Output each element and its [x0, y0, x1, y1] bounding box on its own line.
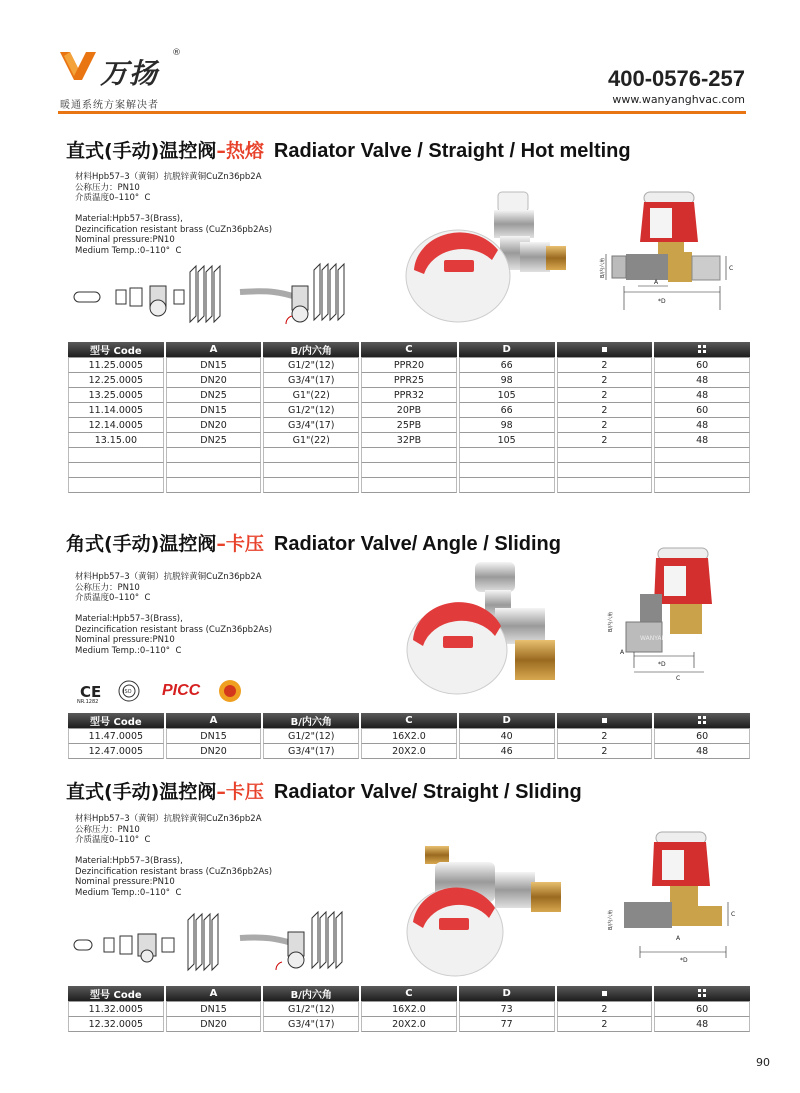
table-cell: 60: [654, 1001, 750, 1017]
table-cell: [557, 478, 653, 493]
table-cell: 20X2.0: [361, 1017, 457, 1032]
angle-valve-product-icon: [405, 560, 575, 700]
table-cell: G3/4"(17): [263, 373, 359, 388]
table-cell: 66: [459, 357, 555, 373]
table-cell: 11.47.0005: [68, 728, 164, 744]
table-cell: [557, 463, 653, 478]
table-row: [68, 388, 750, 403]
table-cell: 2: [557, 388, 653, 403]
section-title-cn: 直式(手动)温控阀: [66, 140, 217, 162]
table-cell: 60: [654, 357, 750, 373]
section-title-en: Radiator Valve/ Straight / Sliding: [273, 781, 582, 803]
table-cell: [166, 448, 262, 463]
website-link[interactable]: www.wanyanghvac.com: [612, 93, 745, 106]
table-cell: 12.14.0005: [68, 418, 164, 433]
dim-label-b: B/内六角: [608, 909, 614, 930]
col-header-b: B/内六角: [263, 986, 359, 1001]
dim-label-c: C: [729, 265, 734, 272]
table-cell: 105: [459, 433, 555, 448]
table-header-row: [68, 986, 750, 1001]
table-cell: [361, 478, 457, 493]
table-cell: 46: [459, 744, 555, 759]
table-cell: DN15: [166, 728, 262, 744]
dim-label-a: A: [620, 649, 625, 656]
table-cell: 16X2.0: [361, 1001, 457, 1017]
table-row: [68, 1001, 750, 1017]
col-header-code: 型号 Code: [68, 986, 164, 1001]
dim-label-c: C: [676, 675, 681, 682]
table-cell: 2: [557, 1017, 653, 1032]
table-cell: 25PB: [361, 418, 457, 433]
col-header-pcs: [557, 713, 653, 728]
table-cell: 11.14.0005: [68, 403, 164, 418]
table-cell: 2: [557, 1001, 653, 1017]
table-cell: [166, 463, 262, 478]
table-cell: 13.15.00: [68, 433, 164, 448]
dimension-diagram-icon: [600, 828, 745, 963]
col-header-b: B/内六角: [263, 713, 359, 728]
table-cell: PPR32: [361, 388, 457, 403]
table-cell: 48: [654, 373, 750, 388]
square-icon: [602, 991, 607, 996]
spec-cn: 材料Hpb57–3（黄铜）抗脱锌黄铜CuZn36pb2A 公称压力：PN10 介质温度0–110° C: [75, 172, 262, 203]
phone-number: 400-0576-257: [607, 66, 745, 91]
table-cell: 48: [654, 744, 750, 759]
straight-valve-product-icon: [400, 180, 570, 330]
table-cell: 12.32.0005: [68, 1017, 164, 1032]
brand-name: 万扬: [100, 57, 159, 90]
brand-logo-icon: [58, 48, 98, 84]
col-header-c: C: [361, 986, 457, 1001]
table-cell: G1"(22): [263, 433, 359, 448]
dim-label-d: *D: [658, 298, 666, 305]
table-cell: 12.47.0005: [68, 744, 164, 759]
table-cell: [557, 448, 653, 463]
ce-mark: CE: [80, 683, 102, 701]
table-row: [68, 463, 750, 478]
table-cell: DN15: [166, 357, 262, 373]
dim-label-b: B/内六角: [608, 611, 614, 632]
table-row: [68, 433, 750, 448]
grid-icon: [698, 716, 706, 724]
section-title-method: –热熔: [216, 140, 264, 162]
table-cell: 98: [459, 373, 555, 388]
registered-mark: ®: [172, 48, 181, 58]
header-divider: [58, 111, 746, 114]
table-cell: G1"(22): [263, 388, 359, 403]
col-header-c: C: [361, 342, 457, 357]
table-cell: 2: [557, 357, 653, 373]
table-cell: 16X2.0: [361, 728, 457, 744]
col-header-code: 型号 Code: [68, 713, 164, 728]
table-cell: DN25: [166, 433, 262, 448]
spec-table-angle-sliding: [66, 713, 752, 759]
col-header-code: 型号 Code: [68, 342, 164, 357]
table-row: [68, 1017, 750, 1032]
section-title: [66, 529, 561, 556]
spec-en: Material:Hpb57–3(Brass), Dezincification resistant brass (CuZn36pb2As) Nominal pressure:PN10 Medium Temp.:0–110° C: [75, 856, 273, 898]
table-cell: PPR25: [361, 373, 457, 388]
table-cell: 2: [557, 418, 653, 433]
col-header-a: A: [166, 986, 262, 1001]
spec-table-straight-hot-melting: [66, 342, 752, 493]
dim-label-d: *D: [658, 661, 666, 668]
table-cell: PPR20: [361, 357, 457, 373]
table-cell: [654, 448, 750, 463]
table-cell: DN15: [166, 403, 262, 418]
table-cell: 48: [654, 433, 750, 448]
table-cell: G1/2"(12): [263, 728, 359, 744]
table-cell: 32PB: [361, 433, 457, 448]
brand-tagline: 暖通系统方案解决者: [60, 100, 159, 111]
section-title-method: –卡压: [216, 781, 264, 803]
dimension-diagram-icon: [604, 544, 744, 684]
picc-logo: PICC: [162, 682, 201, 699]
table-cell: DN25: [166, 388, 262, 403]
section-title-cn: 角式(手动)温控阀: [66, 533, 217, 555]
table-cell: 60: [654, 728, 750, 744]
table-row: [68, 357, 750, 373]
table-cell: DN20: [166, 744, 262, 759]
grid-icon: [698, 989, 706, 997]
table-cell: 73: [459, 1001, 555, 1017]
installation-sketch-icon: [70, 262, 370, 330]
table-cell: DN15: [166, 1001, 262, 1017]
spec-cn: 材料Hpb57–3（黄铜）抗脱锌黄铜CuZn36pb2A 公称压力：PN10 介质温度0–110° C: [75, 572, 262, 603]
table-cell: 2: [557, 744, 653, 759]
section-title-cn: 直式(手动)温控阀: [66, 781, 217, 803]
table-cell: 2: [557, 403, 653, 418]
page-number: 90: [756, 1056, 770, 1069]
iso-badge-icon: [118, 680, 140, 702]
table-cell: 2: [557, 728, 653, 744]
iso-label: ISO: [123, 689, 132, 695]
table-cell: [654, 478, 750, 493]
table-cell: G3/4"(17): [263, 1017, 359, 1032]
table-cell: 2: [557, 433, 653, 448]
col-header-pcs: [557, 986, 653, 1001]
section-title-method: –卡压: [216, 533, 264, 555]
dim-label-a: A: [654, 279, 659, 286]
col-header-d: D: [459, 342, 555, 357]
table-cell: [263, 463, 359, 478]
table-row: [68, 448, 750, 463]
table-row: [68, 403, 750, 418]
table-row: [68, 373, 750, 388]
grid-icon: [698, 345, 706, 353]
table-cell: [166, 478, 262, 493]
table-cell: DN20: [166, 373, 262, 388]
dim-label-a: A: [676, 935, 681, 942]
spec-cn: 材料Hpb57–3（黄铜）抗脱锌黄铜CuZn36pb2A 公称压力：PN10 介质温度0–110° C: [75, 814, 262, 845]
table-cell: 66: [459, 403, 555, 418]
col-header-carton: [654, 713, 750, 728]
table-cell: DN20: [166, 1017, 262, 1032]
square-icon: [602, 718, 607, 723]
table-cell: [459, 448, 555, 463]
col-header-a: A: [166, 713, 262, 728]
table-row: [68, 418, 750, 433]
table-cell: [361, 448, 457, 463]
col-header-c: C: [361, 713, 457, 728]
table-cell: 20X2.0: [361, 744, 457, 759]
table-cell: 2: [557, 373, 653, 388]
table-cell: 60: [654, 403, 750, 418]
dim-label-c: C: [731, 911, 736, 918]
table-cell: G3/4"(17): [263, 418, 359, 433]
dimension-diagram-icon: [598, 186, 743, 314]
table-cell: 105: [459, 388, 555, 403]
table-cell: 40: [459, 728, 555, 744]
table-header-row: [68, 713, 750, 728]
table-cell: 48: [654, 388, 750, 403]
ce-number: NR.1282: [77, 699, 99, 705]
spec-en: Material:Hpb57–3(Brass), Dezincification resistant brass (CuZn36pb2As) Nominal pressure:PN10 Medium Temp.:0–110° C: [75, 214, 273, 256]
quality-badge-icon: [218, 679, 242, 703]
table-cell: 11.32.0005: [68, 1001, 164, 1017]
table-cell: [68, 463, 164, 478]
straight-sliding-valve-product-icon: [395, 842, 570, 982]
table-cell: G1/2"(12): [263, 403, 359, 418]
col-header-carton: [654, 986, 750, 1001]
square-icon: [602, 347, 607, 352]
table-cell: [361, 463, 457, 478]
col-header-a: A: [166, 342, 262, 357]
table-cell: DN20: [166, 418, 262, 433]
watermark: WANYANG: [640, 635, 671, 642]
spec-en: Material:Hpb57–3(Brass), Dezincification resistant brass (CuZn36pb2As) Nominal pressure:PN10 Medium Temp.:0–110° C: [75, 614, 273, 656]
table-cell: [68, 448, 164, 463]
table-cell: [654, 463, 750, 478]
table-cell: [263, 448, 359, 463]
table-cell: 98: [459, 418, 555, 433]
section-title-en: Radiator Valve/ Angle / Sliding: [273, 533, 561, 555]
table-cell: G3/4"(17): [263, 744, 359, 759]
table-cell: 77: [459, 1017, 555, 1032]
section-title: [66, 136, 631, 163]
installation-sketch-icon: [70, 910, 370, 978]
table-cell: [459, 463, 555, 478]
table-header-row: [68, 342, 750, 357]
dim-label-b: B/内六角: [600, 257, 606, 278]
col-header-carton: [654, 342, 750, 357]
table-row: [68, 744, 750, 759]
section-title-en: Radiator Valve / Straight / Hot melting: [273, 140, 631, 162]
table-cell: G1/2"(12): [263, 357, 359, 373]
table-cell: 12.25.0005: [68, 373, 164, 388]
table-row: [68, 478, 750, 493]
table-cell: [263, 478, 359, 493]
table-cell: 20PB: [361, 403, 457, 418]
col-header-d: D: [459, 713, 555, 728]
table-cell: G1/2"(12): [263, 1001, 359, 1017]
col-header-b: B/内六角: [263, 342, 359, 357]
table-cell: 13.25.0005: [68, 388, 164, 403]
col-header-d: D: [459, 986, 555, 1001]
spec-table-straight-sliding: [66, 986, 752, 1032]
table-cell: [459, 478, 555, 493]
section-title: [66, 777, 582, 804]
table-cell: [68, 478, 164, 493]
table-row: [68, 728, 750, 744]
dim-label-d: *D: [680, 957, 688, 963]
col-header-pcs: [557, 342, 653, 357]
table-cell: 48: [654, 1017, 750, 1032]
table-cell: 48: [654, 418, 750, 433]
table-cell: 11.25.0005: [68, 357, 164, 373]
